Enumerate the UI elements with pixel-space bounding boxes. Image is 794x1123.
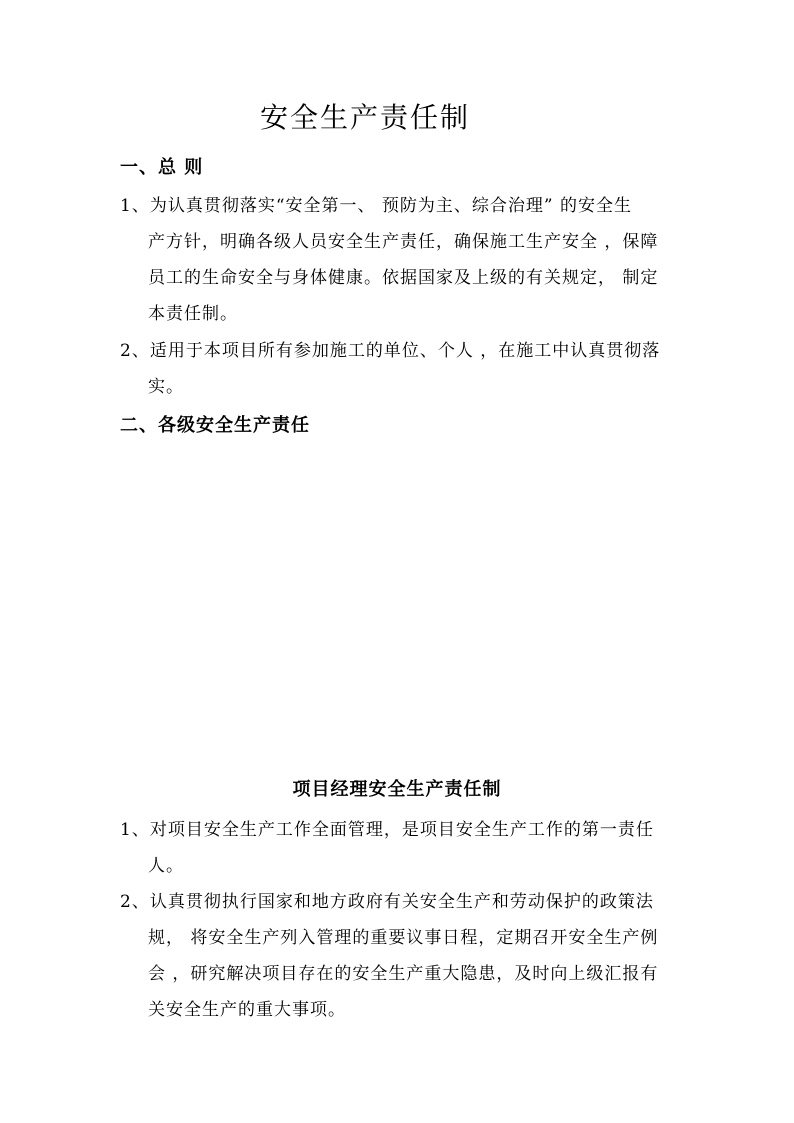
paragraph-first-line: 2、认真贯彻执行国家和地方政府有关安全生产和劳动保护的政策法 [120,892,654,912]
paragraph-line: 规， 将安全生产列入管理的重要议事日程，定期召开安全生产例 [148,928,659,948]
subsection-title: 项目经理安全生产责任制 [292,779,502,800]
paragraph-line: 员工的生命安全与身体健康。依据国家及上级的有关规定， 制定 [148,268,659,288]
document-title: 安全生产责任制 [259,101,470,134]
paragraph-line: 实。 [148,377,184,397]
paragraph-item-2 [120,333,680,405]
paragraph-line: 产方针，明确各级人员安全生产责任，确保施工生产安全 ，保障 [148,232,659,252]
paragraph-line: 关安全生产的重大事项。 [148,1000,346,1020]
paragraph-line: 会 ，研究解决项目存在的安全生产重大隐患，及时向上级汇报有 [148,964,659,984]
paragraph-sub-item-2 [120,884,680,1028]
paragraph-line: 本责任制。 [148,304,238,324]
paragraph-item-1 [120,188,680,332]
paragraph-line: 人。 [148,856,184,876]
section-heading-responsibilities: 二、各级安全生产责任 [120,415,310,436]
paragraph-sub-item-1 [120,812,680,884]
section-heading-general: 一、总 则 [120,157,204,178]
paragraph-first-line: 2、适用于本项目所有参加施工的单位、个人 ，在施工中认真贯彻落 [120,341,661,361]
paragraph-first-line: 1、为认真贯彻落实“安全第一、 预防为主、综合治理” 的安全生 [120,196,633,216]
paragraph-first-line: 1、对项目安全生产工作全面管理，是项目安全生产工作的第一责任 [120,820,654,840]
